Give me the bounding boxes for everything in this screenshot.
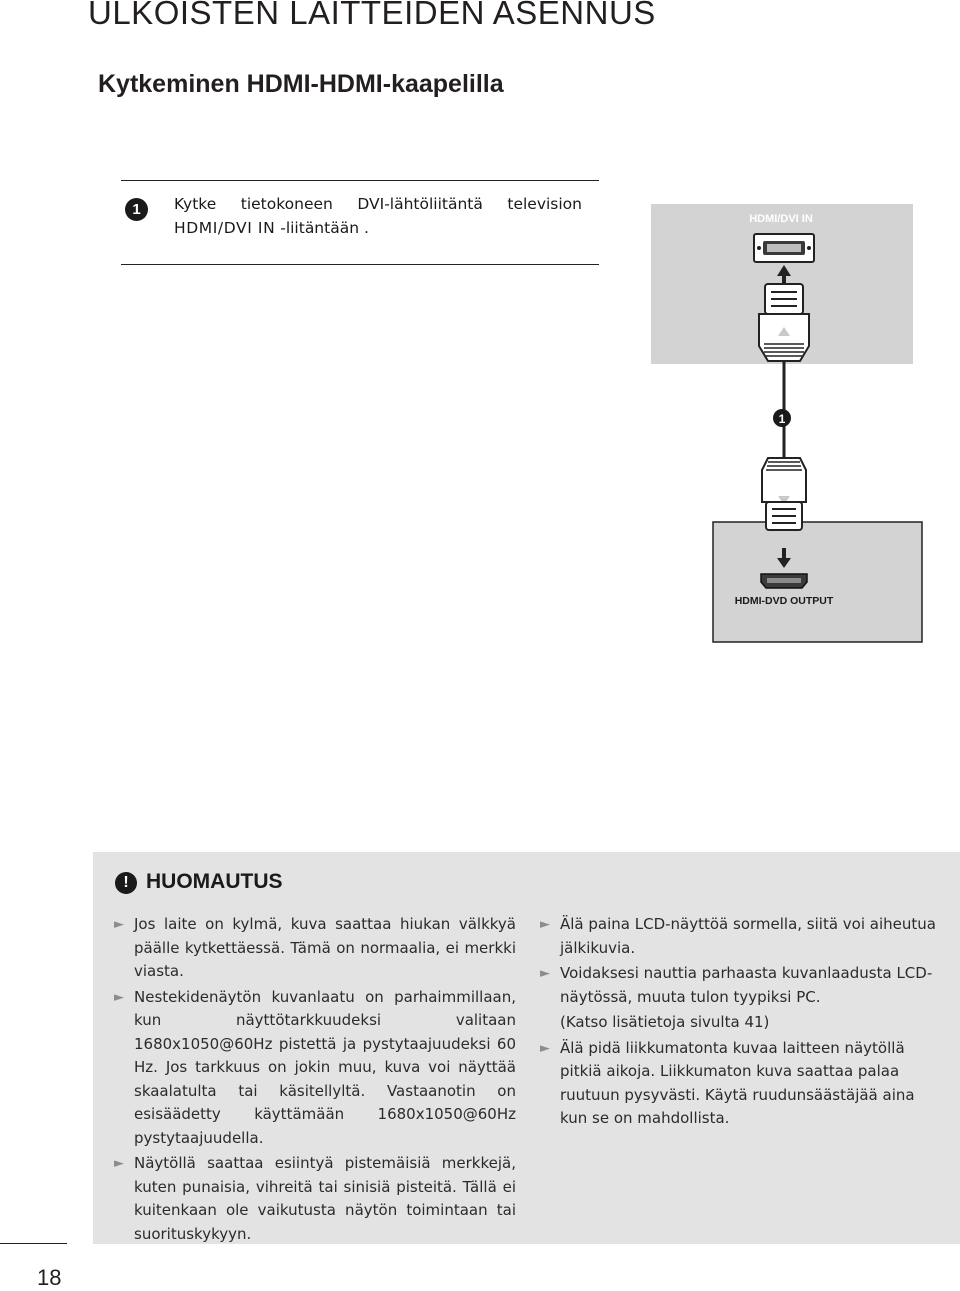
pc-port-label: HDMI-DVD OUTPUT [734,595,834,607]
note-item: ► Voidaksesi nauttia parhaasta kuvanlaadusta LCD-näytössä, muuta tulon tyypiksi PC. [540,964,933,1006]
step-top-rule [121,180,599,181]
note-item: ► Älä paina LCD-näyttöä sormella, siitä voi aiheutua jälkikuvia. [540,915,936,957]
pc-panel [713,522,922,642]
bullet-triangle-icon: ► [540,966,550,981]
hdmi-dvi-port-icon [754,234,814,262]
notes-right-column [540,913,945,1131]
bullet-triangle-icon: ► [540,1040,550,1056]
note-heading: HUOMAUTUS [146,870,283,893]
note-item: ► Näytöllä saattaa esiintyä pistemäisiä merkkejä, kuten punaisia, vihreitä tai sinisiä pisteitä. Tällä ei kuitenkaan ole vaikutusta näytön toimintaan tai suorituskykyyn. [114,1154,516,1243]
hdmi-plug-bottom-icon [762,458,806,530]
warning-icon: ! [115,872,137,894]
bullet-triangle-icon: ► [114,1156,124,1171]
note-item-reference: (Katso lisätietoja sivulta 41) [560,1013,770,1031]
page-number: 18 [37,1265,62,1290]
step-text-post: -liitäntään . [275,219,369,237]
note-item: ► Jos laite on kylmä, kuva saattaa hiukan välkkyä päälle kytkettäessä. Tämä on normaalia, ei merkki viasta. [114,915,516,980]
bullet-triangle-icon: ► [540,917,550,932]
connection-diagram [640,196,930,656]
hdmi-plug-top-icon [759,284,809,361]
tv-port-label: HDMI/DVI IN [749,213,813,225]
bullet-triangle-icon: ► [114,917,124,932]
section-title: Kytkeminen HDMI-HDMI-kaapelilla [98,70,504,98]
step-number-badge: 1 [125,198,148,221]
note-item: ► Älä pidä liikkumatonta kuvaa laitteen näytöllä pitkiä aikoja. Liikkumaton kuva saattaa palaa ruutuun pysyvästi. Käytä ruudunsäästäjää aina kun se on mahdollista. [540,1038,915,1127]
hdmi-output-port-icon [761,574,807,588]
chapter-title: ULKOISTEN LAITTEIDEN ASENNUS [88,0,656,31]
note-item: ► Nestekidenäytön kuvanlaatu on parhaimmillaan, kun näyttötarkkuudeksi valitaan 1680x1050@60Hz pistettä ja pystytaajuudeksi 60 Hz. Jos tarkkuus on jokin muu, kuva voi näyttää skaalatulta tai käsitellyltä. Vastaanotin on esisäädetty käyttämään 1680x1050@60Hz pystytaajuudella. [114,987,516,1147]
bullet-triangle-icon: ► [114,989,124,1005]
step-text-pre: Kytke tietokoneen DVI-lähtöliitäntä television [174,195,582,213]
step-instruction [174,192,582,240]
page-number-rule [0,1243,67,1244]
step-text-bold: HDMI/DVI IN [174,219,276,237]
step-bottom-rule [121,264,599,265]
notes-left-column [114,913,516,1246]
cable-step-number: 1 [778,412,786,426]
